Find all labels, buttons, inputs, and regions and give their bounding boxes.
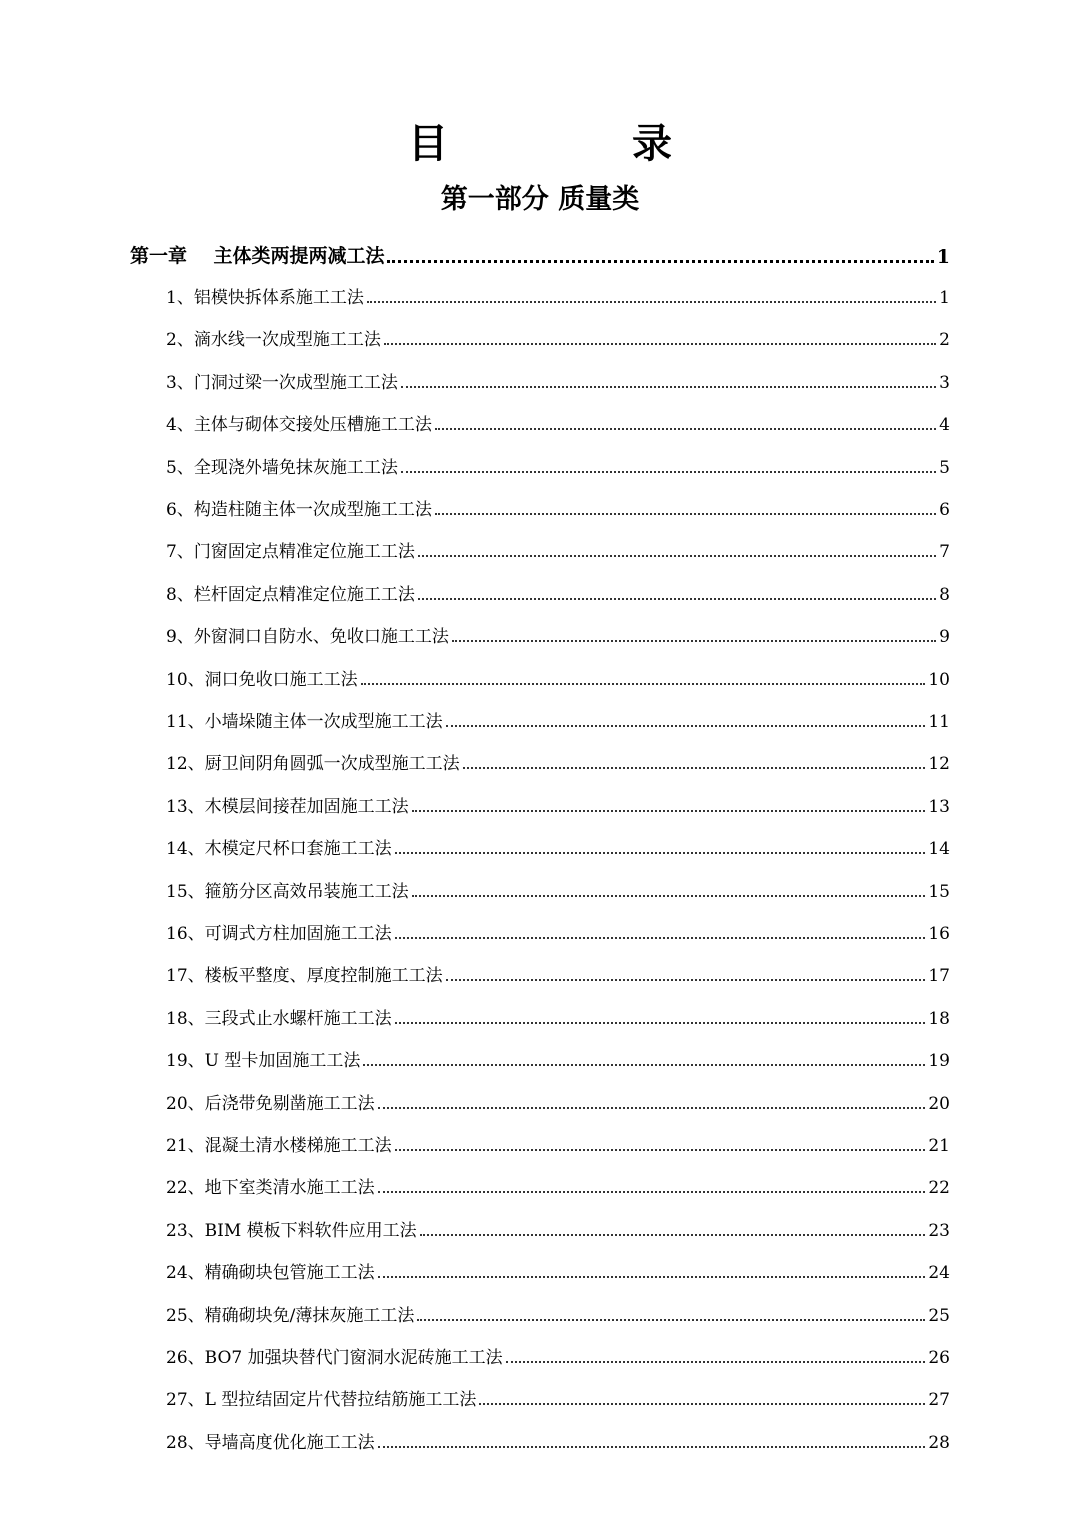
toc-entry[interactable] [166, 1168, 950, 1198]
toc-entry-page-number: 13 [928, 796, 950, 817]
dot-leader [418, 554, 936, 557]
toc-entry[interactable] [166, 956, 950, 986]
toc-entry-page-number: 14 [928, 839, 950, 860]
toc-entry[interactable] [166, 320, 950, 350]
toc-entry-label: 12、厨卫间阴角圆弧一次成型施工工法 [166, 754, 460, 775]
toc-entry-label: 27、L 型拉结固定片代替拉结筋施工工法 [166, 1390, 477, 1411]
toc-entry[interactable] [166, 1380, 950, 1410]
dot-leader [378, 1275, 926, 1278]
toc-entry-page-number: 6 [939, 500, 950, 520]
toc-entry-page-number: 3 [939, 372, 950, 393]
dot-leader [361, 682, 926, 685]
toc-entry-page-number: 15 [928, 881, 950, 902]
toc-entry-label: 4、主体与砌体交接处压槽施工工法 [166, 415, 432, 436]
toc-entry-label: 19、U 型卡加固施工工法 [166, 1051, 361, 1072]
toc-entry-label: 15、箍筋分区高效吊装施工工法 [166, 881, 409, 902]
toc-entry-label: 13、木模层间接茬加固施工工法 [166, 796, 409, 817]
toc-entry[interactable] [166, 448, 950, 478]
dot-leader [479, 1402, 925, 1405]
toc-entry[interactable] [166, 405, 950, 435]
toc-entry-label: 18、三段式止水螺杆施工工法 [166, 1008, 392, 1029]
toc-entry-page-number: 1 [939, 288, 950, 308]
toc-entry-label: 16、可调式方柱加固施工工法 [166, 924, 392, 944]
toc-entry[interactable] [166, 1126, 950, 1156]
toc-entry-label: 26、BO7 加强块替代门窗洞水泥砖施工工法 [166, 1348, 503, 1368]
toc-entry-page-number: 16 [928, 924, 950, 944]
dot-leader [446, 724, 926, 727]
chapter-label: 第一章 主体类两提两减工法 [130, 245, 385, 267]
toc-entry[interactable] [166, 914, 950, 944]
toc-entry-label: 24、精确砌块包管施工工法 [166, 1263, 375, 1284]
dot-leader [412, 894, 926, 897]
dot-leader [506, 1360, 926, 1363]
toc-entry-label: 11、小墙垛随主体一次成型施工工法 [166, 712, 443, 732]
toc-entry[interactable] [166, 1084, 950, 1114]
toc-entry-page-number: 20 [928, 1093, 950, 1114]
toc-entry[interactable] [166, 617, 950, 647]
toc-entry-page-number: 27 [928, 1390, 950, 1411]
dot-leader [435, 427, 936, 430]
toc-entry-label: 23、BIM 模板下料软件应用工法 [166, 1220, 417, 1241]
toc-entry[interactable] [166, 872, 950, 902]
toc-entry-label: 17、楼板平整度、厚度控制施工工法 [166, 966, 443, 987]
toc-entry-label: 9、外窗洞口自防水、免收口施工工法 [166, 627, 449, 648]
toc-entry[interactable] [166, 660, 950, 690]
toc-entry[interactable] [166, 1253, 950, 1283]
toc-entry-label: 1、铝模快拆体系施工工法 [166, 288, 364, 308]
toc-entry-page-number: 10 [928, 669, 950, 690]
dot-leader [420, 1233, 926, 1236]
dot-leader [378, 1445, 926, 1448]
toc-entry-page-number: 22 [928, 1178, 950, 1199]
dot-leader [367, 300, 936, 303]
toc-entry[interactable] [166, 1211, 950, 1241]
dot-leader [463, 766, 926, 769]
toc-entry[interactable] [166, 532, 950, 562]
toc-entry[interactable] [166, 1423, 950, 1453]
toc-entry[interactable] [166, 829, 950, 859]
toc-entry[interactable] [166, 278, 950, 308]
dot-leader [395, 1148, 926, 1151]
toc-entry[interactable] [166, 363, 950, 393]
toc-entry[interactable] [166, 702, 950, 732]
toc-entry-page-number: 8 [939, 584, 950, 605]
toc-entry-label: 28、导墙高度优化施工工法 [166, 1432, 375, 1453]
toc-entry-label: 20、后浇带免剔凿施工工法 [166, 1093, 375, 1114]
toc-entry-page-number: 11 [928, 712, 950, 732]
toc-entry[interactable] [166, 1338, 950, 1368]
toc-entry[interactable] [166, 490, 950, 520]
toc-entry[interactable] [166, 787, 950, 817]
toc-entry[interactable] [166, 1041, 950, 1071]
part-title: 第一部分 质量类 [440, 184, 640, 215]
toc-entry-label: 25、精确砌块免/薄抹灰施工工法 [166, 1305, 415, 1326]
toc-entry[interactable] [166, 744, 950, 774]
toc-entry-page-number: 26 [928, 1348, 950, 1368]
toc-entry-page-number: 5 [939, 457, 950, 478]
toc-entry-page-number: 4 [939, 415, 950, 436]
toc-entry-label: 6、构造柱随主体一次成型施工工法 [166, 500, 432, 520]
dot-leader [363, 1063, 925, 1066]
dot-leader [387, 259, 933, 263]
dot-leader [417, 1318, 925, 1321]
toc-entry-page-number: 18 [928, 1008, 950, 1029]
toc-title: 目 录 [408, 120, 744, 167]
toc-entry-label: 22、地下室类清水施工工法 [166, 1178, 375, 1199]
toc-entry[interactable] [166, 999, 950, 1029]
dot-leader [395, 1021, 926, 1024]
dot-leader [412, 809, 926, 812]
dot-leader [395, 851, 926, 854]
toc-entry-label: 21、混凝土清水楼梯施工工法 [166, 1136, 392, 1156]
dot-leader [378, 1106, 926, 1109]
dot-leader [395, 936, 926, 939]
toc-entry-label: 10、洞口免收口施工工法 [166, 669, 358, 690]
toc-entry-label: 7、门窗固定点精准定位施工工法 [166, 542, 415, 563]
toc-entry-page-number: 19 [928, 1051, 950, 1072]
toc-entry-page-number: 23 [928, 1220, 950, 1241]
toc-entry-page-number: 7 [939, 542, 950, 563]
toc-entry-label: 8、栏杆固定点精准定位施工工法 [166, 584, 415, 605]
dot-leader [378, 1190, 926, 1193]
chapter-entry[interactable] [130, 234, 950, 268]
chapter-page-number: 1 [936, 246, 950, 268]
toc-entry-label: 2、滴水线一次成型施工工法 [166, 330, 381, 351]
toc-entry-page-number: 28 [928, 1432, 950, 1453]
toc-entry-label: 3、门洞过梁一次成型施工工法 [166, 372, 398, 393]
dot-leader [418, 597, 936, 600]
toc-entry-page-number: 24 [928, 1263, 950, 1284]
toc-entry[interactable] [166, 1296, 950, 1326]
dot-leader [435, 512, 936, 515]
toc-entry-label: 5、全现浇外墙免抹灰施工工法 [166, 457, 398, 478]
toc-entry-page-number: 17 [928, 966, 950, 987]
toc-entry-label: 14、木模定尺杯口套施工工法 [166, 839, 392, 860]
dot-leader [401, 385, 936, 388]
toc-entry[interactable] [166, 575, 950, 605]
dot-leader [452, 639, 936, 642]
toc-entry-page-number: 2 [939, 330, 950, 351]
toc-entry-page-number: 25 [928, 1305, 950, 1326]
dot-leader [446, 978, 926, 981]
toc-entry-page-number: 21 [928, 1136, 950, 1156]
dot-leader [384, 342, 936, 345]
toc-entry-page-number: 12 [928, 754, 950, 775]
toc-entry-page-number: 9 [939, 627, 950, 648]
dot-leader [401, 470, 936, 473]
